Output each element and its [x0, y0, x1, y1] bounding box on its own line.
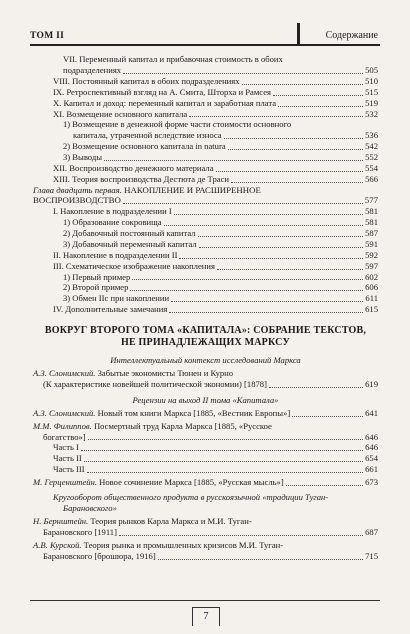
toc-entry-text: подразделениях: [63, 64, 122, 75]
toc-entry-text: Забытые экономисты Тюнен и Курно: [95, 368, 234, 379]
toc-page-number: 654: [365, 453, 378, 464]
chapter-title-text: ВОСПРОИЗВОДСТВО: [33, 195, 121, 206]
toc-entry-text: Барановского [брошюра, 1916]: [43, 550, 156, 561]
leader-dots: [169, 312, 363, 313]
toc-entry-text: 1) Первый пример: [63, 271, 131, 282]
toc-entry-text: Часть III: [53, 464, 85, 475]
chapter-title: [33, 185, 378, 206]
toc-page-number: 552: [365, 152, 378, 163]
toc-entry-text: 2) Возмещение основного капитала in natura: [63, 141, 226, 152]
toc-entry-text: 3) Выводы: [63, 152, 103, 163]
leader-dots: [104, 160, 363, 161]
toc-entry-text: Посмертный труд Карла Маркса [1885, «Русское: [91, 420, 272, 431]
toc-entry-text: 2) Второй пример: [63, 282, 129, 293]
toc-entry-line: [63, 130, 378, 141]
leader-dots: [174, 214, 363, 215]
toc-entry-text: VIII. Постоянный капитал в обоих подразделениях: [53, 75, 240, 86]
toc-entry-text: Теория рынка и промышленных кризисов М.И. Туган-: [81, 539, 284, 550]
toc-page-number: 510: [365, 75, 378, 86]
toc-entry: [33, 516, 378, 538]
toc-entry: [33, 261, 378, 272]
toc-entry: [33, 464, 378, 475]
toc-entry: [33, 421, 378, 443]
toc-page-number: 606: [365, 282, 378, 293]
toc-entry: [33, 54, 378, 76]
toc-entry: [33, 228, 378, 239]
toc-entry-text: II. Накопление в подразделении II: [53, 249, 178, 260]
toc-entry: [33, 217, 378, 228]
toc-entry: [33, 109, 378, 120]
entry-author: М. Герценштейн.: [33, 477, 98, 488]
toc-entry-text: XI. Возмещение основного капитала: [53, 108, 188, 119]
section-title: [33, 325, 378, 349]
subsection-title-line: Барановского»: [63, 503, 117, 513]
section-title-line: НЕ ПРИНАДЛЕЖАЩИХ МАРКСУ: [120, 337, 290, 349]
toc-entry: [33, 76, 378, 87]
toc-entry-text: XIII. Теория воспроизводства Дестюта де Траси: [53, 173, 230, 184]
leader-dots: [224, 138, 363, 139]
running-header: [30, 22, 380, 44]
toc-entry-line: [53, 65, 378, 76]
chapter-label: Глава двадцать первая.: [33, 184, 122, 195]
toc-page-number: 602: [365, 271, 378, 282]
leader-dots: [286, 485, 363, 486]
entry-author: А.З. Слонимский.: [33, 407, 96, 418]
toc-page-number: 591: [365, 238, 378, 249]
toc-entry: [33, 282, 378, 293]
toc-page-number: 687: [365, 526, 378, 537]
subsection-title: Рецензии на выход II тома «Капитала»: [132, 394, 279, 405]
toc-page-number: 673: [365, 477, 378, 488]
toc-page-number: 505: [365, 64, 378, 75]
entry-author: А.З. Слонимский.: [33, 368, 96, 379]
toc-content: [33, 54, 378, 562]
toc-entry-text: Часть I: [53, 442, 79, 453]
leader-dots: [273, 95, 363, 96]
toc-page-number: 566: [365, 173, 378, 184]
toc-entry-text: 1) Возмещение в денежной форме части стоимости основного: [63, 119, 292, 130]
toc-entry: [33, 368, 378, 390]
leader-dots: [119, 535, 363, 536]
toc-entry: [33, 174, 378, 185]
toc-entry-text: XII. Воспроизводство денежного материала: [53, 163, 214, 174]
entry-author: Н. Бернштейн.: [33, 515, 89, 526]
toc-entry-text: 2) Добавочный постоянный капитал: [63, 227, 196, 238]
toc-page-number: 581: [365, 216, 378, 227]
leader-dots: [123, 203, 363, 204]
leader-dots: [164, 225, 363, 226]
leader-dots: [198, 236, 363, 237]
toc-page-number: 532: [365, 108, 378, 119]
toc-entry: [33, 239, 378, 250]
toc-entry-text: (К характеристике новейшей политической экономии) [1878]: [43, 378, 267, 389]
toc-entry: [33, 408, 378, 419]
subsection-title: [33, 492, 378, 514]
toc-page-number: 542: [365, 141, 378, 152]
toc-entry-text: X. Капитал и доход: переменный капитал и заработная плата: [53, 97, 277, 108]
leader-dots: [179, 258, 363, 259]
toc-page-number: 615: [365, 304, 378, 315]
toc-page-number: 519: [365, 97, 378, 108]
toc-page-number: 661: [365, 464, 378, 475]
leader-dots: [81, 450, 363, 451]
header-section: Содержание: [325, 30, 378, 41]
header-divider-bar: [297, 23, 300, 45]
header-rule: [30, 44, 380, 46]
toc-page-number: 641: [365, 407, 378, 418]
toc-entry: [33, 206, 378, 217]
toc-page-number: 597: [365, 260, 378, 271]
toc-entry: [33, 98, 378, 109]
leader-dots: [231, 182, 363, 183]
toc-page-number: 554: [365, 163, 378, 174]
toc-entry-text: богатство»]: [43, 431, 86, 442]
leader-dots: [242, 84, 363, 85]
toc-page-number: 611: [365, 293, 378, 304]
toc-page-number: 587: [365, 227, 378, 238]
toc-entry: [33, 540, 378, 562]
toc-entry: [33, 477, 378, 488]
toc-entry-text: Теория рынков Карла Маркса и М.И. Туган-: [88, 515, 252, 526]
leader-dots: [216, 171, 363, 172]
toc-entry-text: Часть II: [53, 453, 82, 464]
leader-dots: [228, 149, 363, 150]
leader-dots: [84, 461, 363, 462]
leader-dots: [278, 106, 363, 107]
toc-entry: [33, 141, 378, 152]
toc-entry: [33, 119, 378, 141]
toc-entry-text: IV. Дополнительные замечания: [53, 304, 168, 315]
toc-page-number: 619: [365, 378, 378, 389]
leader-dots: [189, 116, 363, 117]
toc-entry-text: 3) Добавочный переменный капитал: [63, 238, 197, 249]
leader-dots: [217, 269, 363, 270]
leader-dots: [88, 439, 363, 440]
toc-entry: [33, 87, 378, 98]
subsection-title: Интеллектуальный контекст исследований Маркса: [110, 355, 301, 366]
leader-dots: [130, 290, 363, 291]
section-title-line: ВОКРУГ ВТОРОГО ТОМА «КАПИТАЛА»: СОБРАНИЕ ТЕКСТОВ,: [44, 325, 367, 337]
leader-dots: [269, 387, 363, 388]
toc-page-number: 536: [365, 130, 378, 141]
toc-entry-text: Новое сочинение Маркса [1885, «Русская мысль»]: [97, 477, 284, 488]
page-number: 7: [192, 607, 220, 626]
header-volume: ТОМ II: [30, 31, 65, 41]
subsection-title-line: Кругооборот общественного продукта в русскоязычной «традиции Туган-: [53, 492, 329, 503]
toc-entry-text: I. Накопление в подразделении I: [53, 206, 172, 217]
entry-author: М.М. Филиппов.: [33, 420, 92, 431]
toc-page-number: 715: [365, 550, 378, 561]
toc-entry-text: 1) Образование сокровища: [63, 216, 162, 227]
toc-page-number: 581: [365, 206, 378, 217]
toc-entry: [33, 272, 378, 283]
toc-entry-text: капитала, утраченной вследствие износа: [73, 130, 222, 141]
leader-dots: [123, 73, 363, 74]
footer-rule: [30, 600, 380, 601]
toc-entry-text: Новый том книги Маркса [1885, «Вестник Европы»]: [95, 407, 291, 418]
toc-entry: [33, 304, 378, 315]
toc-entry-text: 3) Обмен IIc при накоплении: [63, 293, 170, 304]
toc-page-number: 592: [365, 249, 378, 260]
leader-dots: [158, 559, 363, 560]
toc-page-number: 646: [365, 442, 378, 453]
entry-author: А.В. Курской.: [33, 539, 82, 550]
leader-dots: [87, 472, 363, 473]
toc-entry-text: Барановского [1911]: [43, 526, 117, 537]
toc-entry: [33, 163, 378, 174]
leader-dots: [171, 301, 363, 302]
toc-entry: [33, 453, 378, 464]
toc-page-number: 577: [364, 195, 378, 206]
toc-page-number: 515: [365, 86, 378, 97]
toc-page-number: 646: [365, 431, 378, 442]
toc-entry: [33, 442, 378, 453]
leader-dots: [199, 247, 363, 248]
toc-entry-text: III. Схематическое изображение накопления: [53, 260, 215, 271]
leader-dots: [292, 416, 363, 417]
chapter-title-text: НАКОПЛЕНИЕ И РАСШИРЕННОЕ: [124, 184, 261, 195]
leader-dots: [132, 279, 363, 280]
toc-entry: [33, 293, 378, 304]
toc-entry: [33, 250, 378, 261]
toc-entry: [33, 152, 378, 163]
toc-entry-text: IX. Ретроспективный взгляд на А. Смита, Шторха и Рамсея: [53, 86, 271, 97]
toc-entry-text: VII. Переменный капитал и прибавочная стоимость в обоих: [63, 54, 283, 64]
